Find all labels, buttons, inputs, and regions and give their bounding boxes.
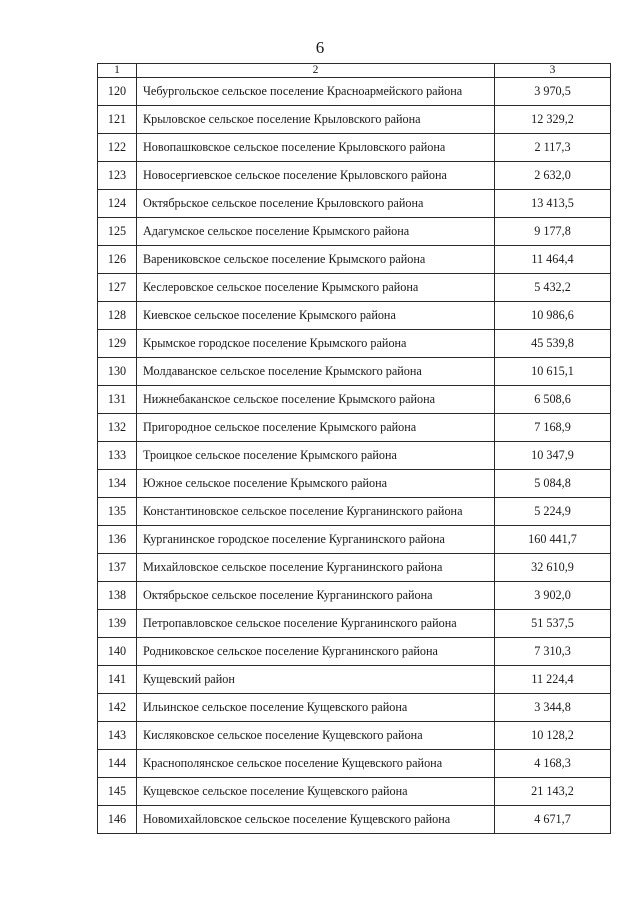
table-row	[98, 526, 611, 554]
table-row	[98, 274, 611, 302]
row-name: Константиновское сельское поселение Курганинского района	[137, 498, 495, 526]
row-value: 10 128,2	[495, 722, 611, 750]
row-value: 6 508,6	[495, 386, 611, 414]
row-number: 134	[98, 470, 137, 498]
row-number: 131	[98, 386, 137, 414]
row-name: Кущевское сельское поселение Кущевского района	[137, 778, 495, 806]
row-number: 124	[98, 190, 137, 218]
row-value: 13 413,5	[495, 190, 611, 218]
row-value: 160 441,7	[495, 526, 611, 554]
row-value: 45 539,8	[495, 330, 611, 358]
row-value: 4 671,7	[495, 806, 611, 834]
table-row	[98, 330, 611, 358]
table-row	[98, 778, 611, 806]
row-name: Новосергиевское сельское поселение Крыловского района	[137, 162, 495, 190]
column-header-number: 1	[98, 64, 137, 78]
row-number: 143	[98, 722, 137, 750]
row-name: Нижнебаканское сельское поселение Крымского района	[137, 386, 495, 414]
table-row	[98, 498, 611, 526]
row-number: 120	[98, 78, 137, 106]
row-number: 142	[98, 694, 137, 722]
row-name: Крыловское сельское поселение Крыловского района	[137, 106, 495, 134]
row-value: 10 986,6	[495, 302, 611, 330]
row-name: Молдаванское сельское поселение Крымского района	[137, 358, 495, 386]
table-row	[98, 358, 611, 386]
row-value: 10 615,1	[495, 358, 611, 386]
table-row	[98, 106, 611, 134]
table-row	[98, 442, 611, 470]
row-name: Чебургольское сельское поселение Красноармейского района	[137, 78, 495, 106]
row-name: Октябрьское сельское поселение Курганинского района	[137, 582, 495, 610]
row-number: 132	[98, 414, 137, 442]
table-row	[98, 218, 611, 246]
page-number: 6	[315, 38, 325, 57]
row-number: 146	[98, 806, 137, 834]
table-row	[98, 750, 611, 778]
row-value: 2 117,3	[495, 134, 611, 162]
row-name: Ильинское сельское поселение Кущевского района	[137, 694, 495, 722]
row-value: 9 177,8	[495, 218, 611, 246]
row-name: Киевское сельское поселение Крымского района	[137, 302, 495, 330]
table-row	[98, 134, 611, 162]
table-row	[98, 582, 611, 610]
row-value: 4 168,3	[495, 750, 611, 778]
row-number: 135	[98, 498, 137, 526]
table-row	[98, 694, 611, 722]
row-name: Троицкое сельское поселение Крымского района	[137, 442, 495, 470]
table-row	[98, 414, 611, 442]
row-name: Крымское городское поселение Крымского района	[137, 330, 495, 358]
row-number: 122	[98, 134, 137, 162]
table-row	[98, 806, 611, 834]
allocation-table	[97, 63, 611, 834]
row-name: Родниковское сельское поселение Курганинского района	[137, 638, 495, 666]
row-value: 3 902,0	[495, 582, 611, 610]
row-number: 123	[98, 162, 137, 190]
row-number: 121	[98, 106, 137, 134]
row-value: 5 432,2	[495, 274, 611, 302]
row-number: 127	[98, 274, 137, 302]
row-name: Кущевский район	[137, 666, 495, 694]
table-row	[98, 722, 611, 750]
row-value: 21 143,2	[495, 778, 611, 806]
row-name: Октябрьское сельское поселение Крыловского района	[137, 190, 495, 218]
table-row	[98, 638, 611, 666]
row-name: Курганинское городское поселение Курганинского района	[137, 526, 495, 554]
row-value: 10 347,9	[495, 442, 611, 470]
row-value: 3 344,8	[495, 694, 611, 722]
row-value: 5 084,8	[495, 470, 611, 498]
row-value: 11 224,4	[495, 666, 611, 694]
row-number: 137	[98, 554, 137, 582]
row-number: 126	[98, 246, 137, 274]
row-name: Адагумское сельское поселение Крымского района	[137, 218, 495, 246]
table-row	[98, 470, 611, 498]
table-row	[98, 246, 611, 274]
row-name: Пригородное сельское поселение Крымского района	[137, 414, 495, 442]
table-row	[98, 190, 611, 218]
row-name: Новомихайловское сельское поселение Кущевского района	[137, 806, 495, 834]
column-header-value: 3	[495, 64, 611, 78]
row-name: Кисляковское сельское поселение Кущевского района	[137, 722, 495, 750]
row-number: 133	[98, 442, 137, 470]
row-name: Краснополянское сельское поселение Кущевского района	[137, 750, 495, 778]
row-number: 145	[98, 778, 137, 806]
row-value: 7 168,9	[495, 414, 611, 442]
row-number: 140	[98, 638, 137, 666]
row-name: Новопашковское сельское поселение Крыловского района	[137, 134, 495, 162]
table-row	[98, 386, 611, 414]
row-number: 129	[98, 330, 137, 358]
row-value: 5 224,9	[495, 498, 611, 526]
row-name: Петропавловское сельское поселение Курганинского района	[137, 610, 495, 638]
row-number: 125	[98, 218, 137, 246]
table-header-row	[98, 64, 611, 78]
row-name: Варениковское сельское поселение Крымского района	[137, 246, 495, 274]
row-value: 32 610,9	[495, 554, 611, 582]
row-number: 138	[98, 582, 137, 610]
row-value: 3 970,5	[495, 78, 611, 106]
row-number: 136	[98, 526, 137, 554]
row-value: 51 537,5	[495, 610, 611, 638]
table-row	[98, 666, 611, 694]
row-name: Михайловское сельское поселение Курганинского района	[137, 554, 495, 582]
row-value: 11 464,4	[495, 246, 611, 274]
row-number: 130	[98, 358, 137, 386]
column-header-name: 2	[137, 64, 495, 78]
table-row	[98, 162, 611, 190]
table-row	[98, 610, 611, 638]
row-value: 12 329,2	[495, 106, 611, 134]
row-name: Кеслеровское сельское поселение Крымского района	[137, 274, 495, 302]
row-number: 141	[98, 666, 137, 694]
row-value: 2 632,0	[495, 162, 611, 190]
row-value: 7 310,3	[495, 638, 611, 666]
table-row	[98, 78, 611, 106]
row-number: 128	[98, 302, 137, 330]
row-number: 139	[98, 610, 137, 638]
table-row	[98, 554, 611, 582]
row-name: Южное сельское поселение Крымского района	[137, 470, 495, 498]
table-row	[98, 302, 611, 330]
row-number: 144	[98, 750, 137, 778]
